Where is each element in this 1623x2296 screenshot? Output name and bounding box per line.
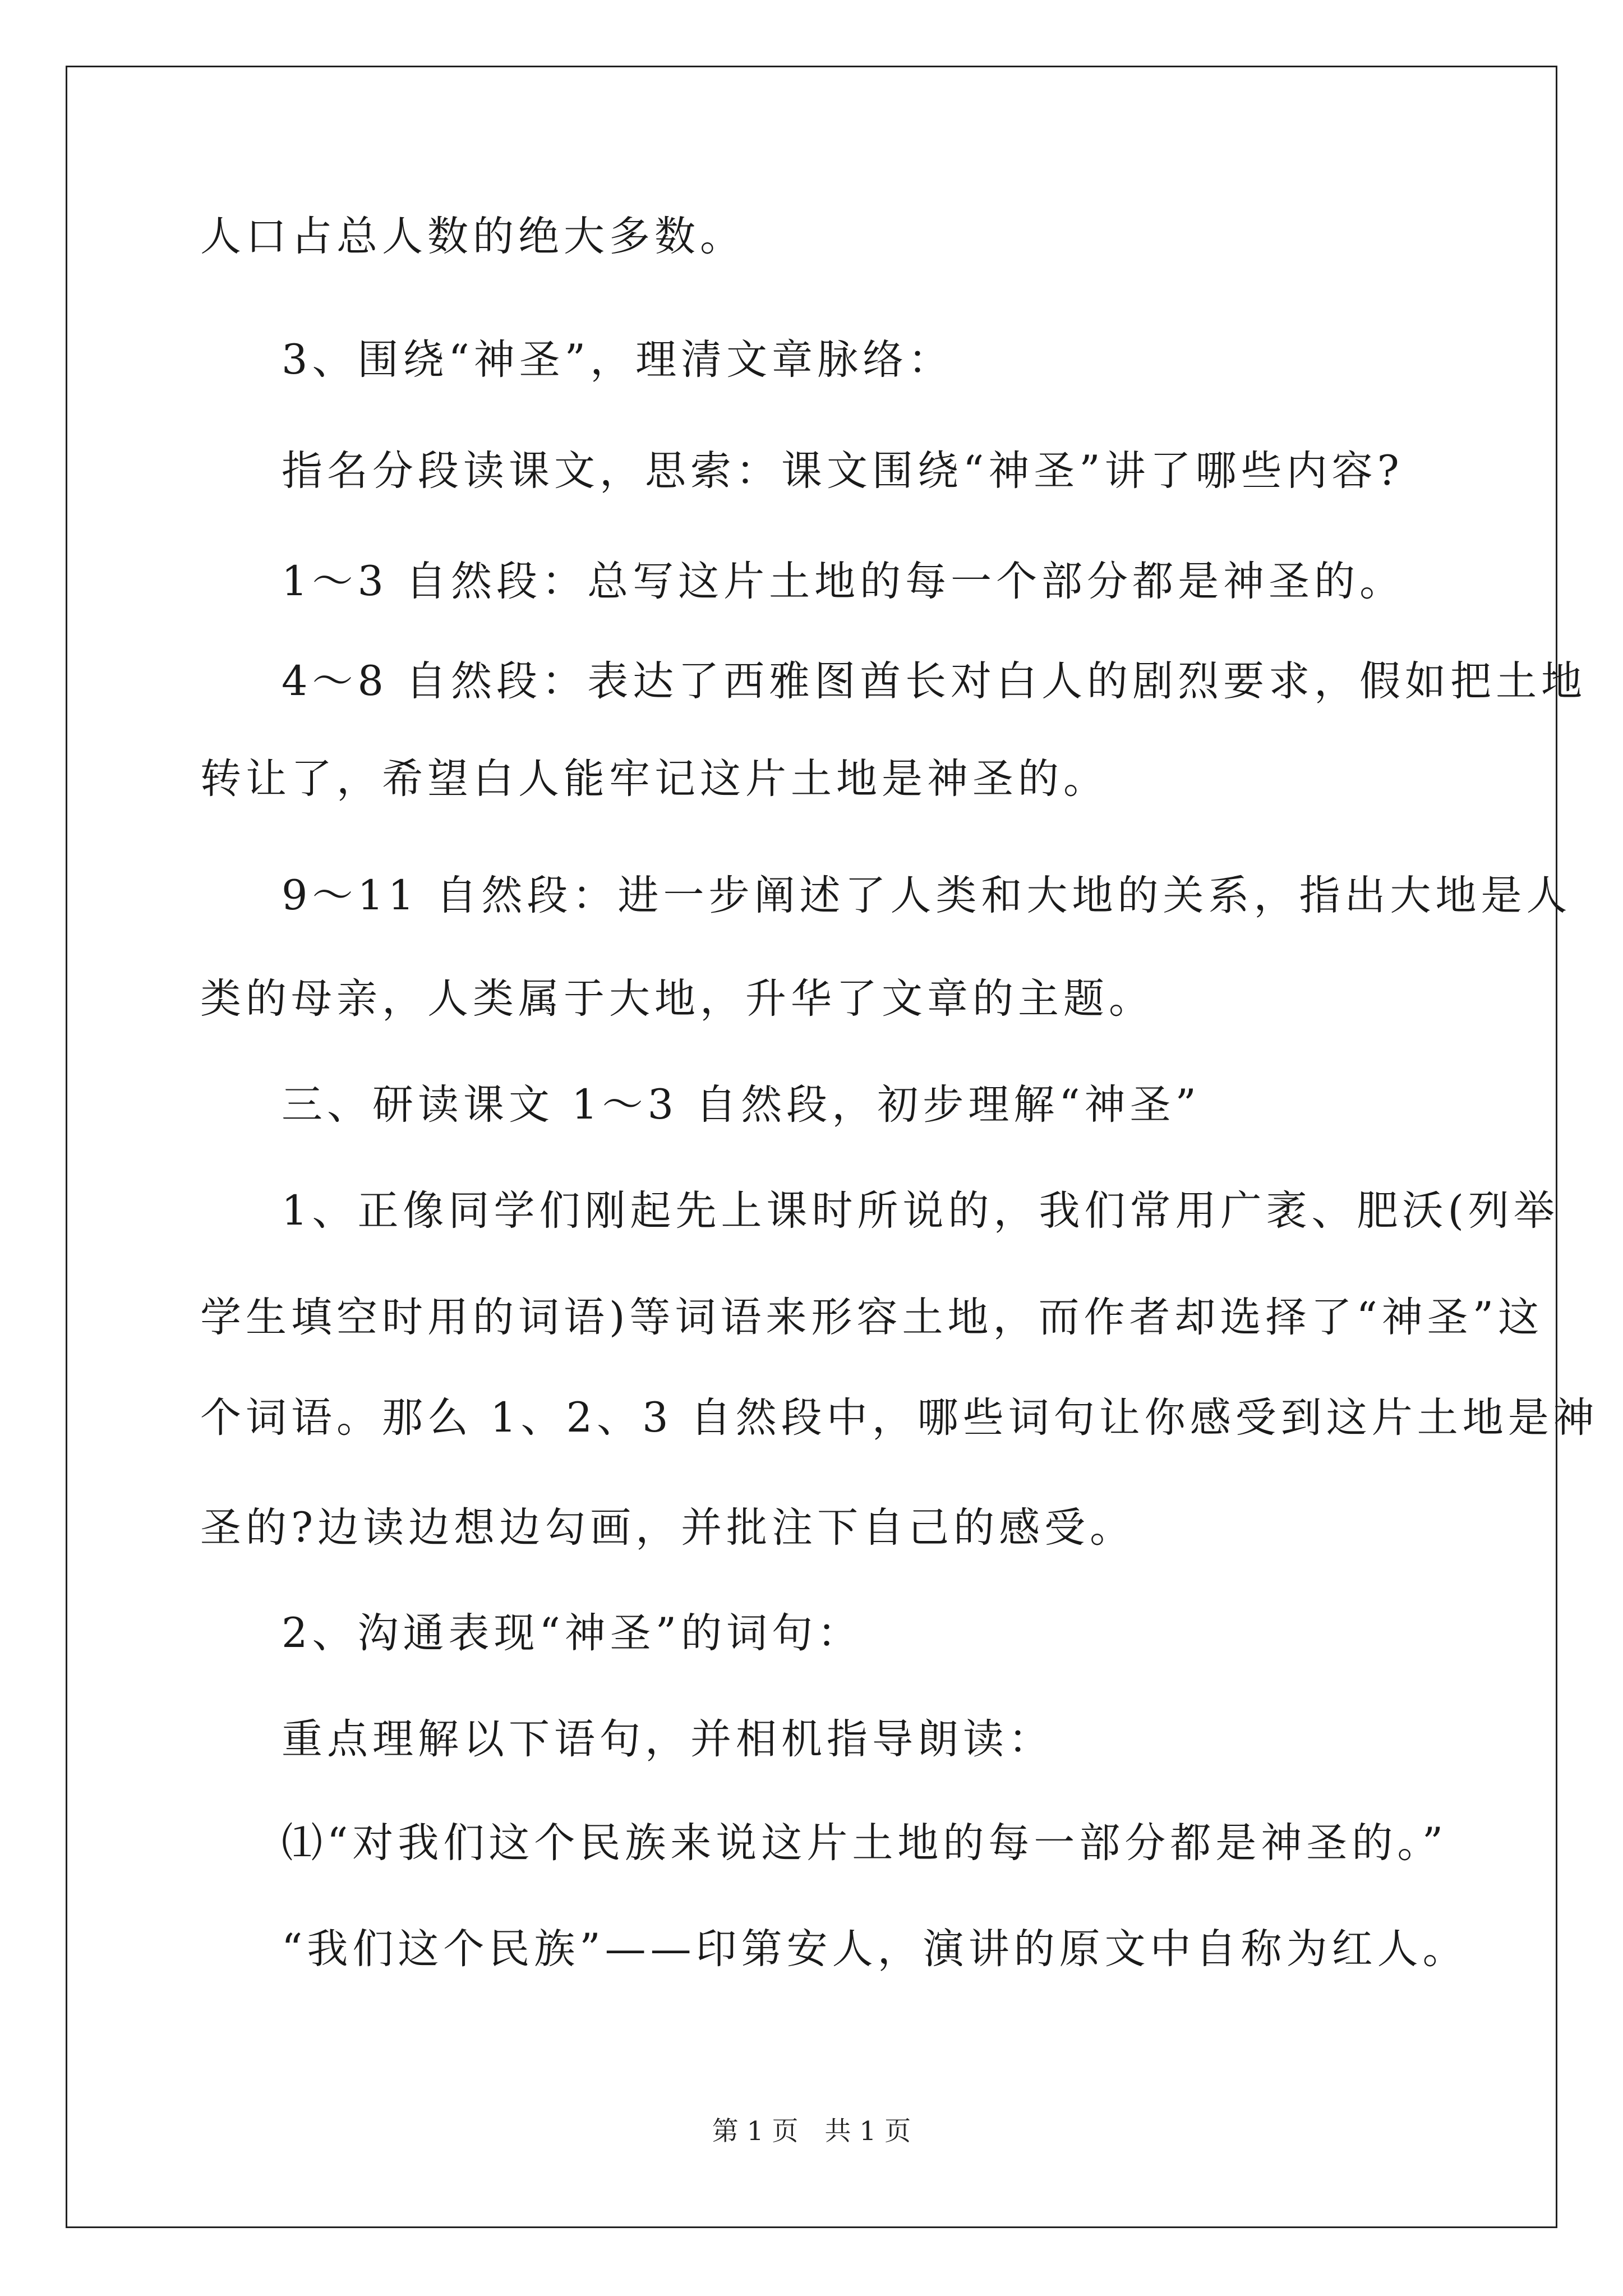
page-border <box>66 66 1557 2228</box>
text-line: 三、研读课文 1～3 自然段，初步理解“神圣” <box>282 1081 1201 1129</box>
text-line: 1～3 自然段：总写这片土地的每一个部分都是神圣的。 <box>282 558 1405 605</box>
text-line: 个词语。那么 1、2、3 自然段中，哪些词句让你感受到这片土地是神 <box>200 1394 1599 1442</box>
text-line: 3、围绕“神圣”，理清文章脉络： <box>282 336 954 384</box>
text-line: 重点理解以下语句，并相机指导朗读： <box>282 1715 1054 1763</box>
text-line: 转让了，希望白人能牢记这片土地是神圣的。 <box>200 755 1109 803</box>
text-line: ⑴“对我们这个民族来说这片土地的每一部分都是神圣的。” <box>282 1819 1448 1867</box>
text-line: 9～11 自然段：进一步阐述了人类和大地的关系，指出大地是人 <box>282 872 1572 919</box>
text-line: “我们这个民族”——印第安人，演讲的原文中自称为红人。 <box>282 1925 1468 1973</box>
text-line: 指名分段读课文，思索：课文围绕“神圣”讲了哪些内容? <box>282 447 1404 495</box>
text-line: 人口占总人数的绝大多数。 <box>200 213 745 260</box>
text-line: 学生填空时用的词语)等词语来形容土地，而作者却选择了“神圣”这 <box>200 1294 1544 1341</box>
page-number: 第 1 页 共 1 页 <box>712 2116 911 2147</box>
text-line: 类的母亲，人类属于大地，升华了文章的主题。 <box>200 975 1154 1023</box>
text-line: 圣的?边读边想边勾画，并批注下自己的感受。 <box>200 1504 1136 1552</box>
text-line: 4～8 自然段：表达了西雅图酋长对白人的剧烈要求，假如把土地 <box>282 657 1587 705</box>
text-line: 2、沟通表现“神圣”的词句： <box>282 1609 863 1657</box>
text-line: 1、正像同学们刚起先上课时所说的，我们常用广袤、肥沃(列举 <box>282 1187 1559 1235</box>
